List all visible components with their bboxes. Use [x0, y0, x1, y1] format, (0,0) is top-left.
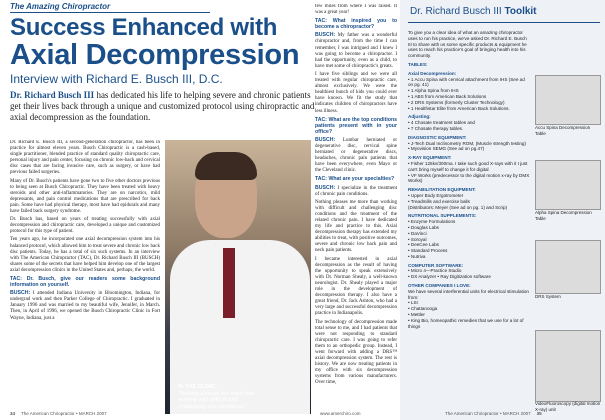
photo-hair — [195, 152, 257, 180]
caption-title: IN THE CLINIC. — [178, 384, 218, 390]
toolkit-list — [408, 30, 530, 408]
videofluoroscopy-image — [535, 330, 601, 402]
toolkit-heading-item: Axial Decompression: — [408, 70, 457, 76]
toolkit-item: • LSI — [408, 300, 418, 306]
page-number-right: 35 — [536, 411, 542, 416]
toolkit-item: • 2 DRS Systems (formerly Cluster Technology) — [408, 99, 505, 105]
headline-line-2: Axial Decompression — [10, 39, 300, 71]
toolkit-intro: To give you a clear idea of what an amazing chiropractor uses to run his practice, we've asked Dr. Richard E. Busch III to share with us some specific products & equipment he uses to reach his practice's goal of bringing health into his community. — [408, 30, 527, 59]
brand-rule — [10, 12, 210, 13]
toolkit-item: • Fisher 125kv/300ma. I take such good X-rays with it I just can't bring myself to change it for digital — [408, 160, 528, 172]
alpha-spina-image — [535, 160, 601, 210]
toolkit-item: • DX Analyzer • Ray Digitization software — [408, 274, 491, 280]
col2-para-5: I became interested in axial decompression as the result of having the opportunity to speak extensively with Dr. Norman Shealy, a well-known neurologist. Dr. Shealy played a major role in the development of decompression therapy. I also have a great friend, Dr. Jack Ashton, who had a very large and successful decompression practice in Indianapolis. — [315, 256, 397, 317]
toolkit-item: • DaVinci — [408, 230, 427, 236]
toolkit-heading — [410, 6, 537, 17]
headline — [10, 16, 310, 70]
toolkit-item: • Upper Body Ergotrometer — [408, 192, 464, 198]
col1-para-4: Ten years ago, he incorporated one axial decompression system into his balanced protocol, which allowed him to treat severe and chronic low back disc patients. Today, he has a total of six such systems. In an interview with The American Chiropractor (TAC), Dr. Richard Busch III (BUSCH) shares some of the secrets that have helped him develop one of the largest axial decompression clinics in the United States and, perhaps, the world. — [10, 237, 160, 273]
toolkit-heading-item: NUTRITIONAL SUPPLEMENTS: — [408, 213, 477, 219]
toolkit-item: We have several interferential units for electrical stimulation from: — [408, 288, 529, 300]
col2-answer-3: BUSCH: I specialize in the treatment of chronic pain conditions. — [315, 184, 397, 197]
toolkit-item: • Chattanooga — [408, 306, 438, 312]
toolkit-item: • 1 Accu Spina with cervical attachment from IHS (See ad on pg. 41) — [408, 76, 525, 88]
toolkit-item: • King Bio, homeopathic remedies that we use for a lot of things — [408, 317, 524, 329]
thumb-caption-2: Alpha Spina Decompression Table — [535, 210, 592, 221]
toolkit-item: • VF Works (predecessor to the digital motion x-ray by DMX Works) — [408, 172, 530, 184]
intro-name: Dr. Richard Busch III — [10, 90, 95, 100]
intro-text: has dedicated his life to helping severe and chronic patients get their lives back through a unique and customized protocol using chiropractic and axial decompression as the foundation. — [10, 90, 315, 122]
headline-line-1: Success Enhanced with — [10, 14, 278, 41]
toolkit-item: • 4 Chosate treatment tables and — [408, 120, 475, 126]
accu-spina-image — [535, 75, 601, 125]
toolkit-heading-name: Dr. Richard Busch III — [410, 6, 505, 17]
subhead: Interview with Richard E. Busch III, D.C. — [10, 72, 223, 86]
toolkit-item: • Myovision SEMG (See ad on pg.47) — [408, 146, 485, 152]
toolkit-item: • Nutriva — [408, 253, 426, 259]
toolkit-item: • Standard Process — [408, 248, 448, 254]
footer-left — [10, 411, 107, 416]
thumb-caption-3: DRS System — [535, 294, 561, 299]
toolkit-item: • 7 Chosate therapy tables. — [408, 125, 464, 131]
col2-para-4: Nothing pleases me more than working with difficult and challenging disc conditions and the treatment of the related chronic pain. I have dedicated my life and practice to this. Axial decompression therapy has extended my abilities to treat, with positive outcomes, severe and chronic low back pain and neck pain patients. — [315, 199, 397, 254]
footer-right — [445, 411, 542, 416]
toolkit-heading-item: TABLES: — [408, 61, 428, 67]
page-number-left: 34 — [10, 411, 16, 416]
toolkit-heading-item: Adjusting: — [408, 114, 431, 120]
toolkit-items — [408, 62, 530, 329]
caption-text: "Nothing pleases me more than working with difficult and challenging disc conditions." — [178, 390, 255, 410]
toolkit-item: • 1 Healthstar Elite from American Back Solutions. — [408, 105, 510, 111]
toolkit-rule — [408, 22, 600, 23]
toolkit-item: • Micro 4—Practice Studio — [408, 268, 462, 274]
article-column-1 — [10, 140, 160, 408]
toolkit-heading-item: REHABILITATION EQUIPMENT: — [408, 187, 476, 193]
col2-question-3: TAC: What are your specialties? — [315, 176, 395, 183]
toolkit-heading-item: COMPUTER SOFTWARE: — [408, 262, 464, 268]
toolkit-item: • 1 ABS from American Back Solutions — [408, 93, 487, 99]
photo-caption — [178, 384, 256, 410]
toolkit-item: (Distributors: Meyer (See ad on pg. 1) and Scrip) — [408, 204, 508, 210]
footer-right-text: The American Chiropractor • MARCH 2007 — [445, 411, 531, 416]
footer-left-text: The American Chiropractor • MARCH 2007 — [21, 411, 107, 416]
thumb-caption-1: Accu Spina Decompression Table — [535, 125, 591, 136]
toolkit-item: • Enzyme Formulations — [408, 219, 456, 225]
col2-answer-2: BUSCH: Lumbar herniated or degenerative disc, cervical spine herniated or degenerative discs, headaches, chronic pain patients that have been everywhere, even Mayo or the Cleveland clinic. — [315, 136, 397, 174]
article-column-2 — [315, 4, 397, 408]
col2-para-2: I have five siblings and we were all treated with regular chiropractic care, almost exclusively. We were the healthiest bunch of kids you could ever have known. We fit the study that indicates children of chiropractors have less illness. — [315, 71, 397, 114]
toolkit-heading-item: OTHER COMPANIES I LOVE: — [408, 283, 471, 289]
toolkit-item: • Soroyal — [408, 236, 427, 242]
thumb-caption-4: VideoFluoroscopy (digital motion X-ray) unit — [535, 401, 601, 412]
drs-system-image — [535, 240, 601, 294]
footer-mid: www.amerchiro.com — [320, 411, 361, 416]
toolkit-item: • DeeCee Labs — [408, 242, 439, 248]
col1-answer: BUSCH: I attended Indiana University in Bloomington, Indiana, for undergrad work and then Parker College of Chiropractic. I graduated in January 1996 and was married to my beautiful wife, Jennifer, in March. Then, in April of 1996, we opened the Busch Chiropractic Clinic in Fort Wayne, Indiana, just a — [10, 290, 160, 321]
col2-question-2: TAC: What are the top conditions patients present with in your office? — [315, 116, 397, 135]
col2-para-6: The technology of decompression made total sense to me, and I had patients that were not responding to standard chiropractic care. I was going to refer them to an orthopedic group. Instead, I went forward with adding a DRS™ axial decompression system. The rest is history. We are now treating patients in my office with six decompression systems from various manufacturers. Over time, — [315, 319, 397, 386]
toolkit-heading-item: X-RAY EQUIPMENT: — [408, 155, 452, 161]
col1-para-3: Dr. Busch has, based on years of treating successfully with axial decompression and chiropractic care, developed a unique and customized protocol for this type of patient. — [10, 217, 160, 235]
intro — [10, 90, 315, 123]
magazine-brand: The Amazing Chiropractor — [10, 2, 111, 11]
toolkit-item: • Douglas Labs — [408, 224, 439, 230]
col1-question: TAC: Dr. Busch, give our readers some background information on yourself. — [10, 275, 160, 289]
toolkit-item: • Treadmills and exercise balls — [408, 198, 470, 204]
col2-answer-1: BUSCH: My father was a wonderful chiropractor and, from the time I can remember, I was intrigued and I knew I was going to become a chiropractor. I had the opportunity, even as a child, to have met some of chiropractic's greats. — [315, 32, 397, 69]
col1-para-1: Dr. Richard E. Busch III, a second-generation chiropractor, has been in practice for almost eleven years. Busch Chiropractic is a cash-based, single practitioner, blended practice of standard quality chiropractic care, personal injury and pain center, focusing on chronic low-back and cervical disc cases that are facing invasive care, such as surgery, or have had previous failed surgeries. — [10, 140, 160, 176]
photo-tie — [223, 248, 235, 318]
doctor-photo — [165, 140, 311, 414]
col2-top: few miles from where I was raised. It was a great year! — [315, 4, 397, 16]
col1-para-2: Many of Dr. Busch's patients have gone two to five other doctors previous to being seen at Busch Chiropractic. They have been treated with heavy steroids and other anti-inflammatories. They are on narcotics, mild depressants, and pain control medications that are prescribed for back pain. Some have had physical therapy, most have had epidurals and many have failed back surgery syndrome. — [10, 178, 160, 215]
toolkit-heading-word: Toolkit — [504, 6, 537, 17]
toolkit-item: • 1 Alpha Spina from IHS — [408, 88, 459, 94]
toolkit-item: • J-Tech Dual Inclinometry ROM, (Muscle strength testing) — [408, 140, 527, 146]
toolkit-item: • Mettler — [408, 312, 425, 318]
toolkit-heading-item: DIAGNOSTIC EQUIPMENT: — [408, 134, 467, 140]
col2-question-1: TAC: What inspired you to become a chiropractor? — [315, 18, 397, 31]
